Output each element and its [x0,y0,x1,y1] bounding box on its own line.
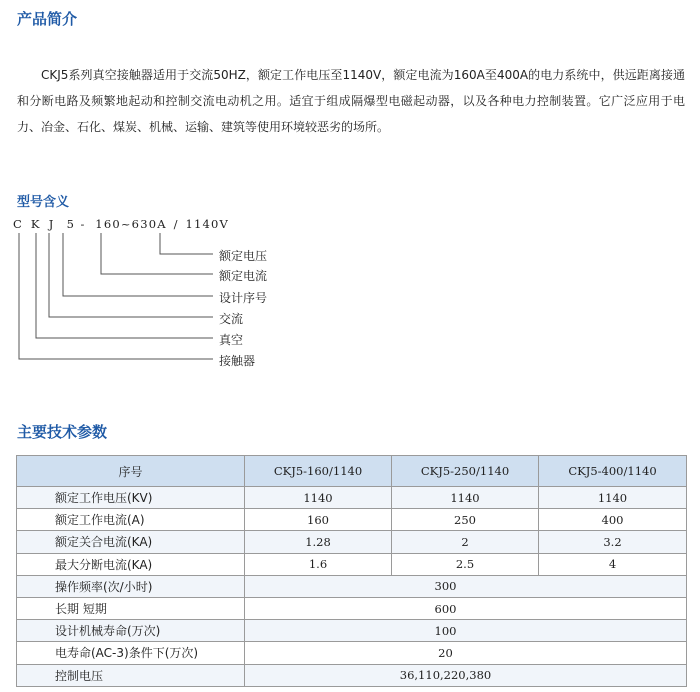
param-value: 1140 [539,487,687,509]
param-value: 20 [245,642,687,664]
column-header: CKJ5-400/1140 [539,456,687,487]
param-value: 36,110,220,380 [245,664,687,686]
param-name: 额定工作电流(A) [17,509,245,531]
params-table [16,455,687,687]
param-value: 2.5 [392,553,539,575]
code-part-5: 5 [66,217,76,231]
param-name: 电寿命(AC-3)条件下(万次) [17,642,245,664]
param-value: 4 [539,553,687,575]
code-part-c: C [13,217,23,231]
param-value: 160 [245,509,392,531]
table-row [17,509,687,531]
param-value: 1.6 [245,553,392,575]
column-header: CKJ5-160/1140 [245,456,392,487]
bracket-ac [49,233,213,317]
param-value: 100 [245,620,687,642]
code-part-k: K [30,217,41,231]
intro-heading: 产品简介 [17,10,78,28]
param-value: 400 [539,509,687,531]
param-name: 设计机械寿命(万次) [17,620,245,642]
table-header-row [17,456,687,487]
param-value: 1.28 [245,531,392,553]
code-part-voltage: 1140V [185,217,230,231]
param-value: 300 [245,575,687,597]
bracket-voltage [160,233,213,254]
label-design-number: 设计序号 [219,291,268,305]
column-header: CKJ5-250/1140 [392,456,539,487]
label-rated-current: 额定电流 [219,269,268,283]
code-part-j: J [48,217,55,231]
label-vacuum: 真空 [219,333,244,347]
code-part-dash: - [80,217,86,231]
code-part-current: 160~630A [95,217,167,231]
model-heading: 型号含义 [17,195,70,210]
bracket-design [63,233,213,296]
intro-paragraph: CKJ5系列真空接触器适用于交流50HZ，额定工作电压至1140V，额定电流为160A至400A的电力系统中，供远距离接通和分断电路及频繁地起动和控制交流电动机之用。适宜于组成隔爆型电磁起动器，以及各种电力控制装置。它广泛应用于电力、冶金、石化、煤炭、机械、运输、建筑等使用环境较恶劣的场所。 [17,68,685,134]
param-value: 1140 [392,487,539,509]
code-part-slash: / [173,217,179,231]
param-name: 长期 短期 [17,597,245,619]
table-row [17,620,687,642]
param-name: 最大分断电流(KA) [17,553,245,575]
table-row [17,642,687,664]
param-name: 控制电压 [17,664,245,686]
label-rated-voltage: 额定电压 [219,249,268,263]
params-heading: 主要技术参数 [17,423,108,441]
table-row [17,597,687,619]
param-value: 1140 [245,487,392,509]
param-name: 额定工作电压(KV) [17,487,245,509]
param-name: 操作频率(次/小时) [17,575,245,597]
param-value: 600 [245,597,687,619]
table-row [17,487,687,509]
table-row [17,553,687,575]
param-value: 2 [392,531,539,553]
table-row [17,531,687,553]
table-row [17,575,687,597]
label-ac: 交流 [219,312,244,326]
label-contactor: 接触器 [219,354,256,368]
param-value: 3.2 [539,531,687,553]
column-header: 序号 [17,456,245,487]
param-value: 250 [392,509,539,531]
table-row [17,664,687,686]
param-name: 额定关合电流(KA) [17,531,245,553]
